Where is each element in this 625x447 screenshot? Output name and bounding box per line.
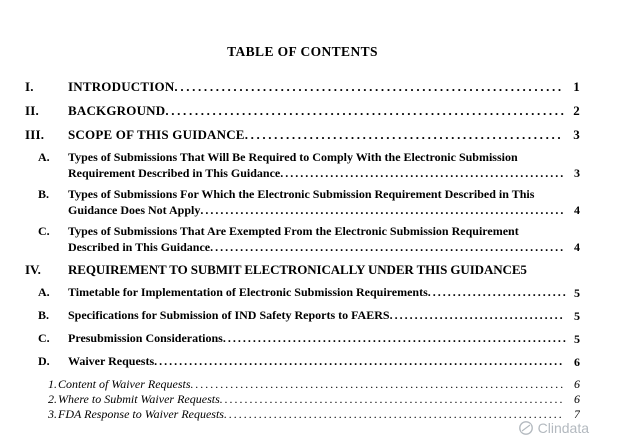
toc-entry-specifications — [25, 308, 580, 324]
entry-label: Content of Waiver Requests — [58, 377, 191, 391]
entry-page: 5 — [520, 262, 527, 277]
toc-entry-scope-a — [25, 150, 580, 181]
entry-number: A. — [38, 150, 50, 164]
entry-number: III. — [25, 127, 45, 142]
toc-entry-presubmission — [25, 331, 580, 347]
entry-number: C. — [38, 331, 50, 345]
entry-label: Specifications for Submission of IND Safety Reports to FAERS — [68, 308, 390, 322]
entry-label: FDA Response to Waiver Requests — [58, 407, 224, 421]
clindata-logo-icon — [518, 420, 534, 436]
entry-number: IV. — [25, 262, 41, 277]
toc-entry-waiver-response — [25, 407, 580, 422]
entry-page: 4 — [571, 203, 580, 219]
entry-page: 7 — [571, 407, 580, 422]
toc-entry-waiver-content — [25, 377, 580, 392]
entry-label: INTRODUCTION — [68, 79, 175, 94]
entry-number: C. — [38, 224, 50, 238]
entry-number: B. — [38, 187, 50, 201]
entry-number: I. — [25, 79, 34, 94]
entry-page: 2 — [570, 102, 580, 119]
entry-label: REQUIREMENT TO SUBMIT ELECTRONICALLY UNDER THIS GUIDANCE — [68, 262, 521, 277]
page-title: TABLE OF CONTENTS — [227, 44, 378, 59]
entry-number: 2. — [48, 392, 57, 406]
entry-label: Waiver Requests — [68, 354, 155, 368]
toc-entry-requirement — [25, 261, 580, 278]
entry-number: A. — [38, 285, 50, 299]
entry-number: 1. — [48, 377, 57, 391]
entry-page: 1 — [570, 78, 580, 95]
entry-number: B. — [38, 308, 50, 322]
entry-page: 5 — [571, 332, 580, 348]
toc-entry-timetable — [25, 285, 580, 301]
entry-label: Where to Submit Waiver Requests — [58, 392, 220, 406]
entry-page: 3 — [571, 166, 580, 182]
toc-entry-scope-c — [25, 224, 580, 255]
toc-entry-waiver-requests — [25, 354, 580, 370]
entry-label: Timetable for Implementation of Electronic Submission Requirements — [68, 285, 428, 299]
toc-entry-waiver-where — [25, 392, 580, 407]
entry-page: 6 — [571, 355, 580, 371]
entry-page: 4 — [571, 240, 580, 256]
entry-label: Types of Submissions For Which the Electronic Submission Requirement Described in This Guidance Does Not Apply — [68, 187, 535, 217]
entry-page: 5 — [571, 286, 580, 302]
entry-page: 6 — [571, 392, 580, 407]
entry-number: 3. — [48, 407, 57, 421]
watermark-label: Clindata — [537, 420, 589, 436]
toc-entry-introduction — [25, 78, 580, 95]
entry-label: SCOPE OF THIS GUIDANCE — [68, 127, 245, 142]
entry-number: II. — [25, 103, 39, 118]
entry-label: Presubmission Considerations — [68, 331, 223, 345]
entry-label: Types of Submissions That Will Be Required to Comply With the Electronic Submission Requirement Described in This Guidance — [68, 150, 518, 180]
toc-entry-scope-b — [25, 187, 580, 218]
entry-number: D. — [38, 354, 50, 368]
toc-content — [25, 44, 580, 422]
watermark — [518, 420, 589, 436]
entry-label: Types of Submissions That Are Exempted From the Electronic Submission Requirement Described in This Guidance — [68, 224, 519, 254]
entry-label: BACKGROUND — [68, 103, 166, 118]
toc-entry-scope — [25, 126, 580, 143]
entry-page: 3 — [570, 126, 580, 143]
entry-page: 5 — [571, 309, 580, 325]
entry-page: 6 — [571, 377, 580, 392]
toc-entry-background — [25, 102, 580, 119]
